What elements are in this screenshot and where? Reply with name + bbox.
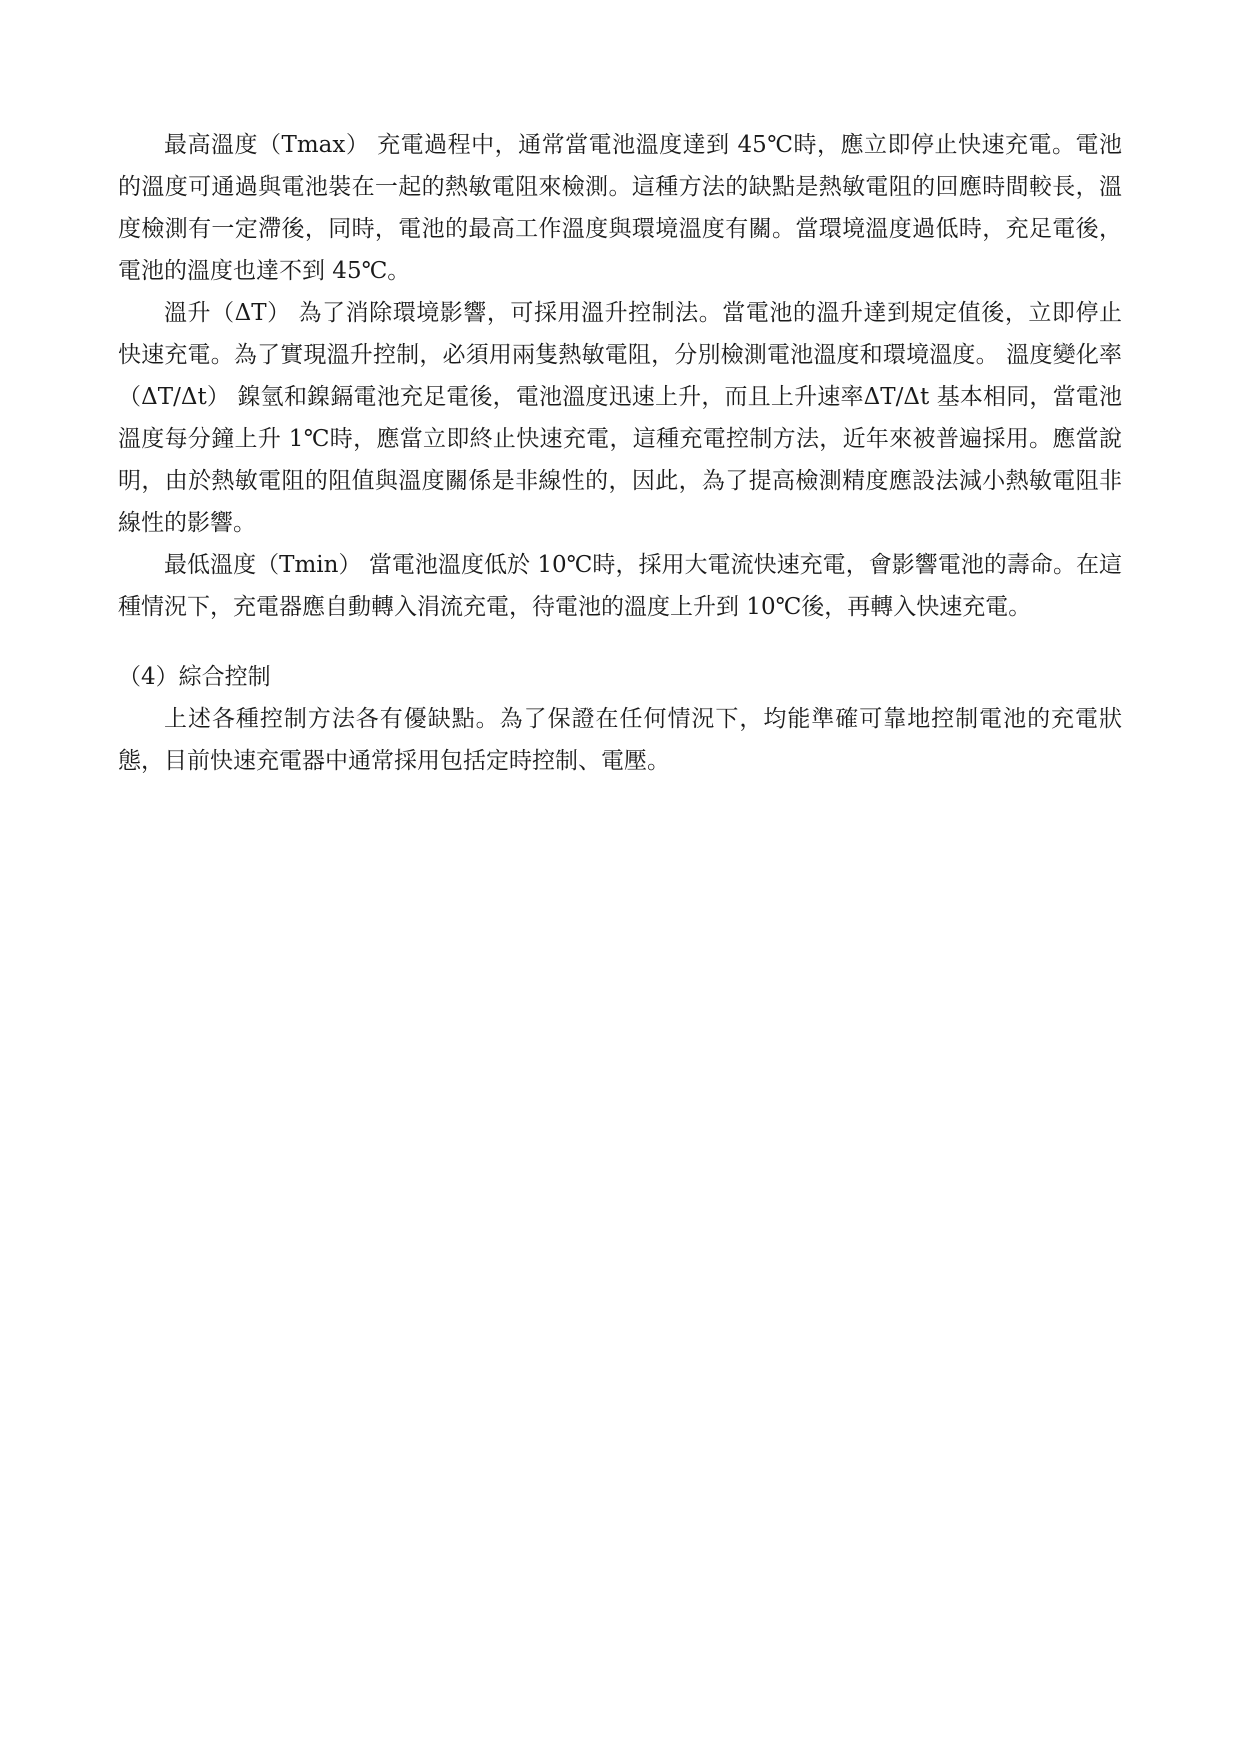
section-heading: （4）綜合控制 [118, 664, 271, 690]
document-body [118, 124, 1122, 782]
paragraph-tmax: 最高溫度（Tmax） 充電過程中，通常當電池溫度達到 45℃時，應立即停止快速充電。電池的溫度可通過與電池裝在一起的熱敏電阻來檢測。這種方法的缺點是熱敏電阻的回應時間較長，溫度檢測有一定滯後，同時，電池的最高工作溫度與環境溫度有關。當環境溫度過低時，充足電後，電池的溫度也達不到 45℃。 [118, 132, 1122, 284]
paragraph-combined-control: 上述各種控制方法各有優缺點。為了保證在任何情況下，均能準確可靠地控制電池的充電狀態，目前快速充電器中通常採用包括定時控制、電壓。 [118, 706, 1122, 774]
paragraph-temperature-rise: 溫升（ΔT） 為了消除環境影響，可採用溫升控制法。當電池的溫升達到規定值後，立即停止快速充電。為了實現溫升控制，必須用兩隻熱敏電阻，分別檢測電池溫度和環境溫度。 溫度變化率（ΔT/Δt） 鎳氫和鎳鎘電池充足電後，電池溫度迅速上升，而且上升速率ΔT/Δt 基本相同，當電池溫度每分鐘上升 1℃時，應當立即終止快速充電，這種充電控制方法，近年來被普遍採用。應當說明，由於熱敏電阻的阻值與溫度關係是非線性的，因此，為了提高檢測精度應設法減小熱敏電阻非線性的影響。 [118, 300, 1122, 536]
paragraph-tmin: 最低溫度（Tmin） 當電池溫度低於 10℃時，採用大電流快速充電，會影響電池的壽命。在這種情況下，充電器應自動轉入涓流充電，待電池的溫度上升到 10℃後，再轉入快速充電。 [118, 552, 1122, 620]
